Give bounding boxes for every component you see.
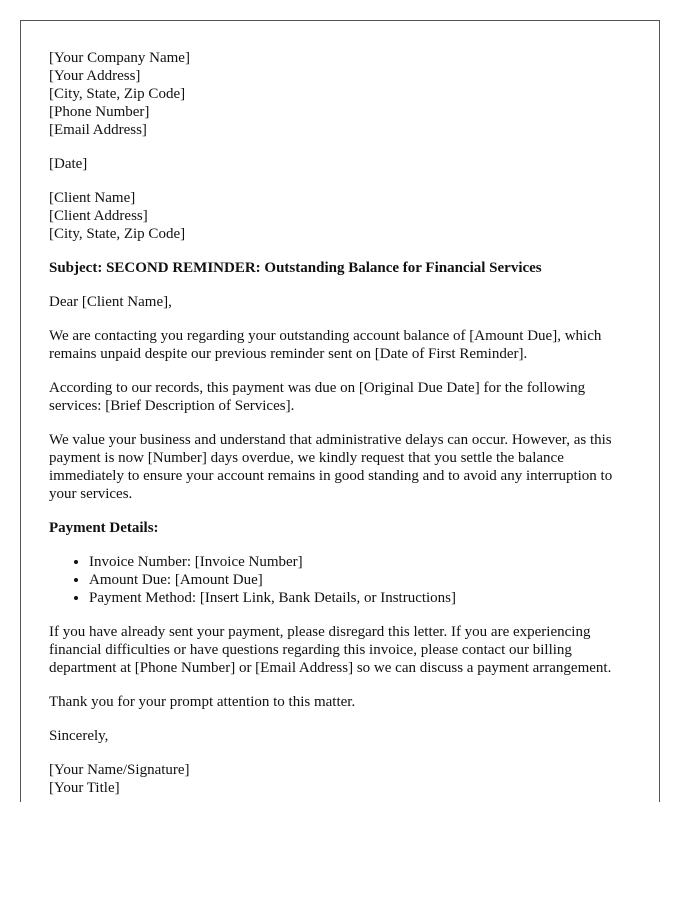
payment-detail-invoice-number: • Invoice Number: [Invoice Number]	[89, 553, 639, 571]
letter-page	[20, 20, 660, 802]
sender-address: [Your Address]	[49, 68, 141, 84]
payment-detail-payment-method: • Payment Method: [Insert Link, Bank Details, or Instructions]	[89, 589, 639, 607]
payment-details-list	[49, 553, 639, 607]
payment-detail-amount-due: • Amount Due: [Amount Due]	[89, 571, 639, 589]
salutation: Dear [Client Name],	[49, 294, 172, 310]
letter-content	[49, 49, 639, 802]
signature-title: [Your Title]	[49, 780, 120, 796]
letter-subject: Subject: SECOND REMINDER: Outstanding Balance for Financial Services	[49, 260, 542, 276]
sender-block	[49, 49, 639, 139]
closing-paragraph: If you have already sent your payment, please disregard this letter. If you are experiencing financial difficulties or have questions regarding this invoice, please contact our billing department at [Phone Number] or [Email Address] so we can discuss a payment arrangement.	[49, 624, 612, 676]
recipient-name: [Client Name]	[49, 190, 136, 206]
thanks-line: Thank you for your prompt attention to this matter.	[49, 694, 356, 710]
letter-date: [Date]	[49, 156, 88, 172]
body-paragraph-3: We value your business and understand that administrative delays can occur. However, as this payment is now [Number] days overdue, we kindly request that you settle the balance immediately to ensure your account remains in good standing and to avoid any interruption to your services.	[49, 432, 613, 502]
body-paragraph-2: According to our records, this payment was due on [Original Due Date] for the following services: [Brief Description of Services].	[49, 380, 586, 414]
signoff: Sincerely,	[49, 728, 109, 744]
sender-email: [Email Address]	[49, 122, 147, 138]
recipient-block	[49, 189, 639, 243]
sender-city: [City, State, Zip Code]	[49, 86, 186, 102]
signature-block	[49, 761, 639, 797]
payment-details-heading: Payment Details:	[49, 520, 159, 536]
recipient-address: [Client Address]	[49, 208, 148, 224]
sender-phone: [Phone Number]	[49, 104, 150, 120]
sender-company: [Your Company Name]	[49, 50, 190, 66]
signature-name: [Your Name/Signature]	[49, 762, 190, 778]
recipient-city: [City, State, Zip Code]	[49, 226, 186, 242]
body-paragraph-1: We are contacting you regarding your outstanding account balance of [Amount Due], which remains unpaid despite our previous reminder sent on [Date of First Reminder].	[49, 328, 602, 362]
